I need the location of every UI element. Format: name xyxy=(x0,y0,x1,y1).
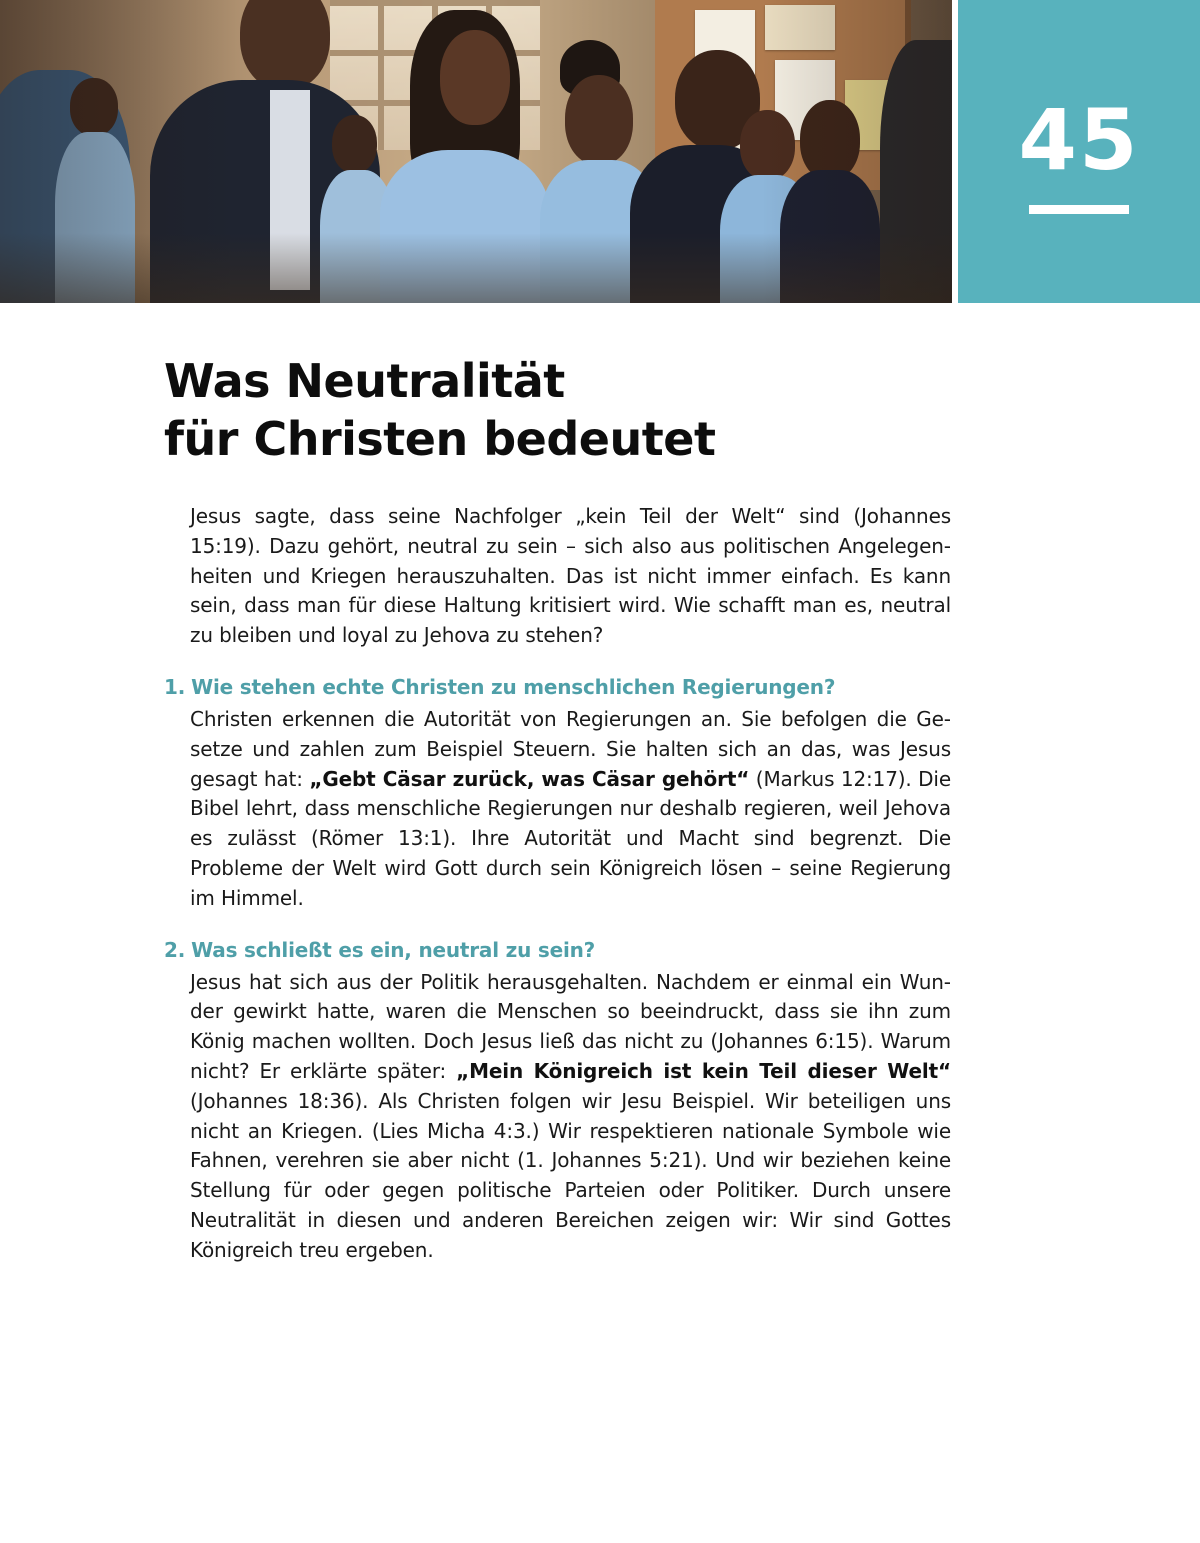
page-title-line-1: Was Neutralität xyxy=(164,354,565,408)
answer-text: Christen erkennen die Autorität von Regierungen an. Sie befolgen die Gesetze und zahlen zum Beispiel Steuern. Sie halten sich an das, was Jesus gesagt hat: xyxy=(190,706,951,791)
answer-paragraph-2 xyxy=(190,968,951,1266)
question-number: 1. xyxy=(164,674,186,699)
chapter-badge xyxy=(958,0,1200,303)
bible-quote: „Mein Königreich ist kein Teil dieser Welt“ xyxy=(456,1058,951,1083)
page-title-line-2: für Christen bedeutet xyxy=(164,412,716,466)
header-photo xyxy=(0,0,952,303)
answer-text: (Johannes 18:36). Als Christen folgen wir Jesu Beispiel. Wir beteiligen uns nicht an Kriegen. (Lies Micha 4:3.) Wir respektieren nationale Symbole wie Fahnen, verehren sie aber nicht (1. Johannes 5:21). Und wir beziehen keine Stellung für oder gegen politische Parteien oder Politiker. Durch unsere Neutralität in diesen und anderen Bereichen zeigen wir: Wir sind Gottes Königreich treu ergeben. xyxy=(190,1088,951,1262)
question-text: Was schließt es ein, neutral zu sein? xyxy=(191,937,596,962)
question-heading-2 xyxy=(164,935,951,965)
answer-paragraph-1 xyxy=(190,705,951,914)
question-number: 2. xyxy=(164,937,186,962)
intro-paragraph: Jesus sagte, dass seine Nachfolger „kein Teil der Welt“ sind (Johannes 15:19). Dazu gehört, neutral zu sein – sich also aus politischen Angelegenheiten und Kriegen herauszuhalten. Das ist nicht immer einfach. Es kann sein, dass man für diese Haltung kritisiert wird. Wie schafft man es, neutral zu bleiben und loyal zu Jehova zu stehen? xyxy=(190,504,951,648)
article-body xyxy=(164,502,951,1266)
bible-quote: „Gebt Cäsar zurück, was Cäsar gehört“ xyxy=(309,766,750,791)
question-heading-1 xyxy=(164,672,951,702)
answer-text: Jesus hat sich aus der Politik herausgehalten. Nachdem er einmal ein Wunder gewirkt hatte, waren die Menschen so beeindruckt, dass sie ihn zum König machen wollten. Doch Jesus ließ das nicht zu (Johannes 6:15). Warum nicht? Er erklärte später: xyxy=(190,969,951,1083)
answer-text: (Markus 12:17). Die Bibel lehrt, dass menschliche Regierungen nur deshalb regieren, weil Jehova es zulässt (Römer 13:1). Ihre Autorität und Macht sind begrenzt. Die Probleme der Welt wird Gott durch sein Königreich lösen – seine Regierung im Himmel. xyxy=(190,766,951,910)
question-text: Wie stehen echte Christen zu menschlichen Regierungen? xyxy=(191,674,836,699)
chapter-number: 45 xyxy=(1018,91,1140,189)
page-title xyxy=(164,352,924,468)
chapter-underline xyxy=(1029,205,1129,214)
